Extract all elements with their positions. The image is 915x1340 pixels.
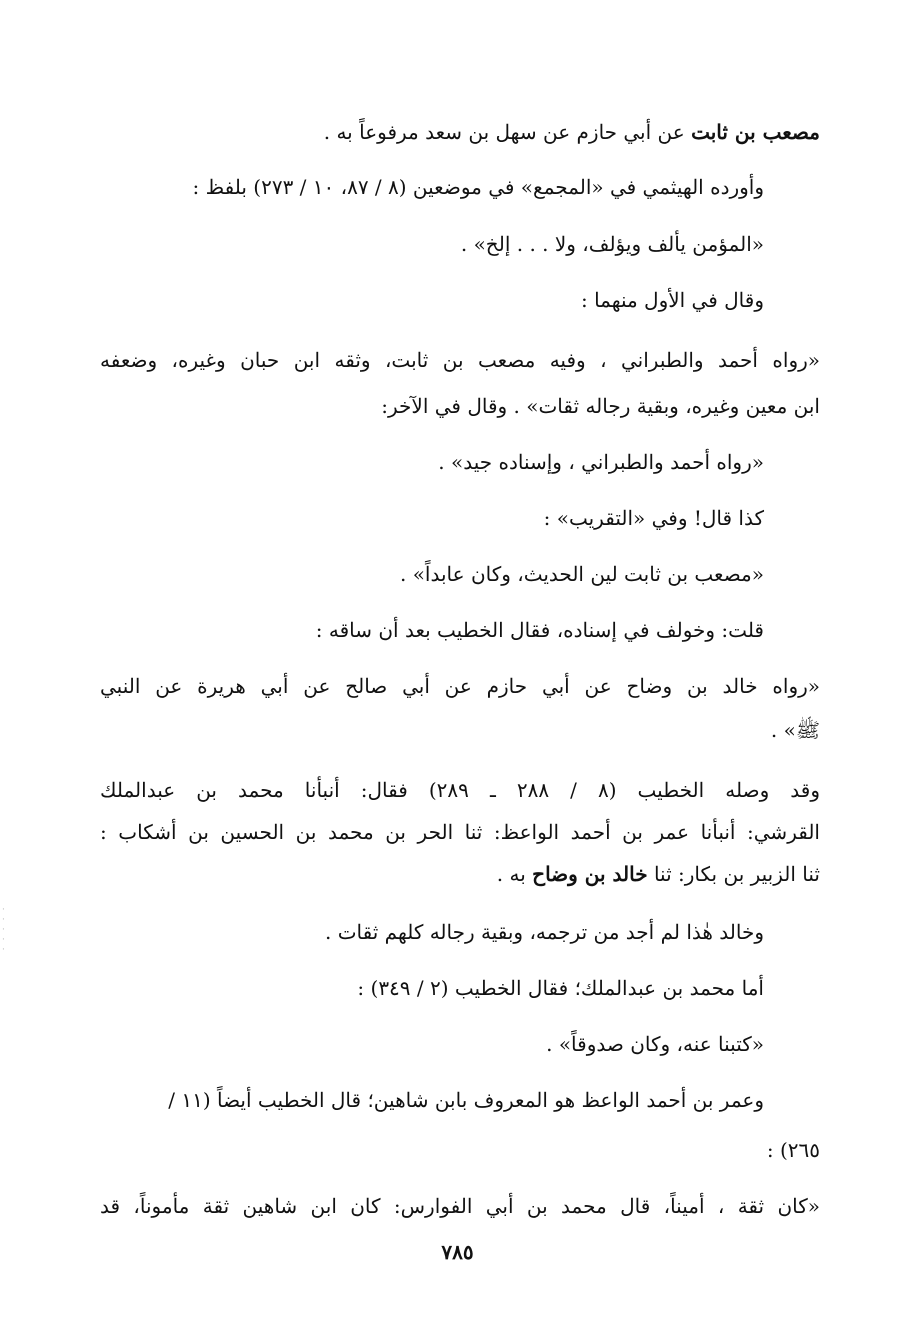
text-line bbox=[316, 610, 764, 650]
quotation: «مصعب بن ثابت لين الحديث، وكان عابداً» . bbox=[399, 562, 764, 586]
text-segment: ٢٦٥) : bbox=[766, 1138, 820, 1162]
text-line bbox=[100, 770, 820, 810]
text-line bbox=[546, 1024, 764, 1064]
text-segment: ثنا الزبير بن بكار: ثنا bbox=[647, 862, 820, 886]
quotation: «كان ثقة ، أميناً، قال محمد بن أبي الفوارس: كان ابن شاهين ثقة مأموناً، قد bbox=[100, 1194, 821, 1218]
text-line bbox=[100, 812, 820, 852]
text-line bbox=[100, 666, 820, 706]
text-segment: وقال في الأول منهما : bbox=[580, 288, 764, 312]
text-segment: كذا قال! وفي «التقريب» : bbox=[543, 506, 764, 530]
text-line bbox=[461, 224, 764, 264]
text-line bbox=[544, 498, 764, 538]
text-segment: وأورده الهيثمي في «المجمع» في موضعين (٨ / ٨٧، ١٠ / ٢٧٣) بلفظ : bbox=[192, 175, 764, 199]
text-line bbox=[100, 340, 820, 380]
text-line bbox=[168, 1080, 764, 1120]
quotation: ابن معين وغيره، وبقية رجاله ثقات» . وقال في الآخر: bbox=[381, 394, 820, 418]
text-segment: قلت: وخولف في إسناده، فقال الخطيب بعد أن ساقه : bbox=[315, 618, 764, 642]
quotation: «رواه أحمد والطبراني ، وفيه مصعب بن ثابت، وثقه ابن حبان وغيره، وضعفه bbox=[100, 348, 820, 372]
quotation: «المؤمن يألف ويؤلف، ولا . . . إلخ» . bbox=[460, 232, 764, 256]
text-line bbox=[497, 854, 820, 894]
text-line bbox=[325, 912, 764, 952]
text-line bbox=[381, 386, 820, 426]
text-segment: به . bbox=[496, 862, 533, 886]
text-segment: أما محمد بن عبدالملك؛ فقال الخطيب (٢ / ٣٤٩) : bbox=[357, 976, 764, 1000]
narrator-name: مصعب بن ثابت bbox=[691, 120, 820, 144]
text-line bbox=[324, 112, 820, 152]
text-segment: وعمر بن أحمد الواعظ هو المعروف بابن شاهين؛ قال الخطيب أيضاً (١١ / bbox=[168, 1088, 764, 1112]
text-segment: وخالد هٰذا لم أجد من ترجمه، وبقية رجاله كلهم ثقات . bbox=[324, 920, 764, 944]
text-line bbox=[438, 442, 764, 482]
text-line bbox=[767, 1130, 820, 1170]
text-line bbox=[100, 1186, 820, 1226]
quotation: «كتبنا عنه، وكان صدوقاً» . bbox=[546, 1032, 764, 1056]
quotation: «رواه أحمد والطبراني ، وإسناده جيد» . bbox=[438, 450, 764, 474]
narrator-name: خالد بن وضاح bbox=[532, 862, 648, 886]
quotation: «رواه خالد بن وضاح عن أبي حازم عن أبي صالح عن أبي هريرة عن النبي bbox=[100, 674, 821, 698]
margin-marks: · · · · · bbox=[2, 905, 5, 955]
text-line bbox=[581, 280, 764, 320]
text-segment: وقد وصله الخطيب (٨ / ٢٨٨ ـ ٢٨٩) فقال: أنبأنا محمد بن عبدالملك bbox=[100, 778, 820, 802]
text-line bbox=[357, 968, 764, 1008]
quotation: ﷺ» . bbox=[770, 718, 820, 742]
text-line bbox=[400, 554, 764, 594]
page-number: ٧٨٥ bbox=[441, 1240, 474, 1264]
text-line bbox=[193, 167, 764, 207]
text-line bbox=[771, 710, 820, 750]
text-segment: القرشي: أنبأنا عمر بن أحمد الواعظ: ثنا الحر بن محمد بن الحسين بن أشكاب : bbox=[100, 820, 820, 844]
text-segment: عن أبي حازم عن سهل بن سعد مرفوعاً به . bbox=[323, 120, 692, 144]
